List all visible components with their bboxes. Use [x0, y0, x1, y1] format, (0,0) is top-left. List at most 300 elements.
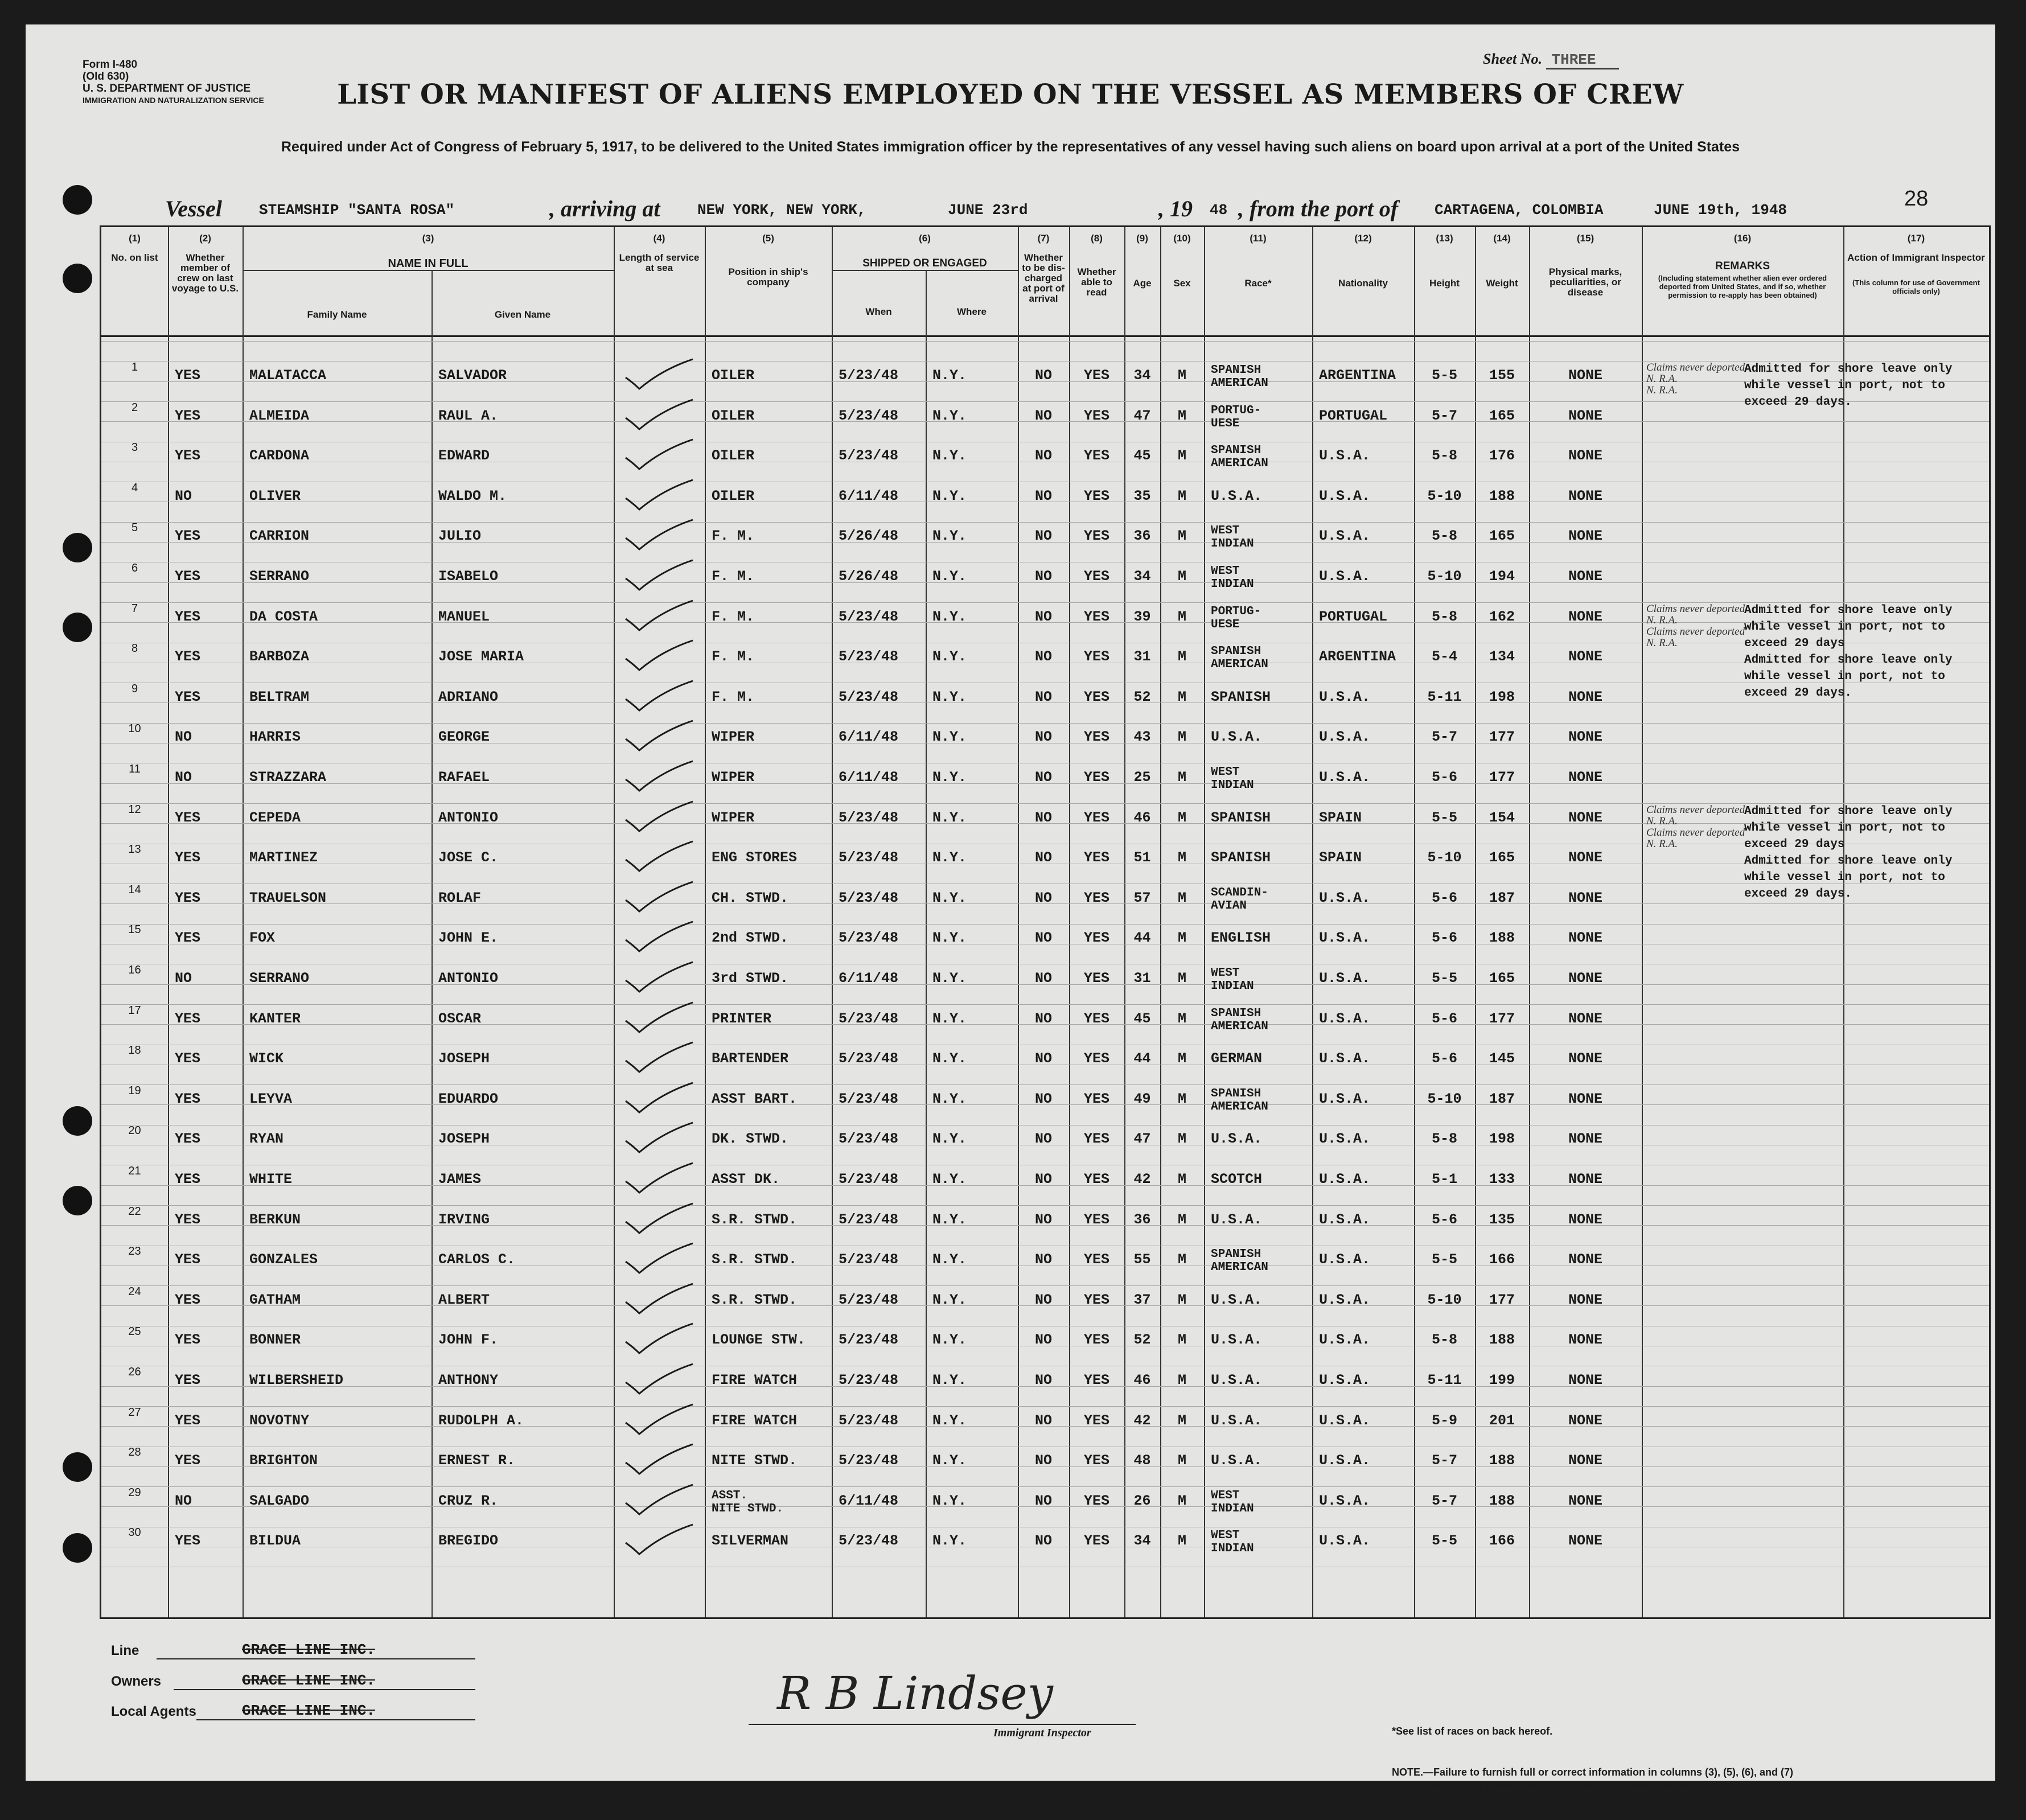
cell-marks: NONE [1568, 970, 1602, 987]
ruling-line [101, 1205, 1989, 1206]
cell-marks: NONE [1568, 809, 1602, 826]
cell-prev: YES [175, 447, 201, 465]
cell-read: YES [1083, 1131, 1109, 1148]
service-checkmark [622, 1242, 696, 1279]
cell-race: PORTUG- UESE [1211, 404, 1261, 430]
cell-nationality: SPAIN [1319, 849, 1362, 866]
service-checkmark [622, 720, 696, 757]
cell-height: 5-11 [1427, 688, 1462, 705]
cell-age: 42 [1133, 1412, 1151, 1429]
cell-prev: NO [175, 769, 192, 786]
column-rule [1312, 227, 1313, 1617]
cell-family: MARTINEZ [249, 849, 318, 866]
cell-sex: M [1177, 407, 1186, 424]
cell-given: EDUARDO [438, 1090, 499, 1107]
owners-label: Owners [111, 1674, 162, 1689]
service-checkmark [622, 800, 696, 837]
cell-read: YES [1083, 447, 1109, 465]
remark-text: Admitted for shore leave only while vessel in port, not to exceed 29 days Admitted for shore leave only while vessel in port, not to exceed 29 days. [1744, 804, 1953, 901]
cell-marks: NONE [1568, 849, 1602, 866]
cell-discharge: NO [1034, 769, 1052, 786]
departure-port: CARTAGENA, COLOMBIA [1435, 202, 1604, 219]
col-position-number: (5) [762, 233, 774, 244]
cell-nationality: ARGENTINA [1319, 367, 1396, 384]
cell-race: SPANISH AMERICAN [1211, 444, 1268, 471]
cell-prev: YES [175, 1291, 201, 1308]
cell-given: JOSEPH [438, 1050, 490, 1067]
cell-family: MALATACCA [249, 367, 327, 384]
cell-given: IRVING [438, 1211, 490, 1228]
cell-read: YES [1083, 930, 1109, 947]
cell-prev: YES [175, 367, 201, 384]
cell-height: 5-7 [1431, 407, 1457, 424]
cell-read: YES [1083, 1412, 1109, 1429]
cell-height: 5-5 [1431, 367, 1457, 384]
cell-prev: NO [175, 729, 192, 746]
vessel-name: STEAMSHIP "SANTA ROSA" [259, 202, 455, 219]
cell-read: YES [1083, 1251, 1109, 1268]
col-nationality-header: Nationality [1338, 278, 1388, 289]
cell-where: N.Y. [932, 1171, 967, 1188]
cell-nationality: U.S.A. [1319, 970, 1371, 987]
cell-prev: NO [175, 970, 192, 987]
col-no-number: (1) [129, 233, 141, 244]
cell-height: 5-5 [1431, 1251, 1457, 1268]
cell-height: 5-7 [1431, 1492, 1457, 1509]
cell-when: 5/23/48 [839, 367, 899, 384]
cell-no: 1 [131, 361, 138, 373]
cell-height: 5-6 [1431, 1010, 1457, 1027]
inspector-signature: R B Lindsey [777, 1667, 1053, 1720]
cell-read: YES [1083, 769, 1109, 786]
cell-no: 14 [128, 883, 141, 896]
cell-race: SPANISH AMERICAN [1211, 1087, 1268, 1114]
col-given-name-header: Given Name [494, 309, 551, 320]
cell-discharge: NO [1034, 367, 1052, 384]
cell-given: ALBERT [438, 1291, 490, 1308]
cell-age: 44 [1133, 930, 1151, 947]
cell-position: 2nd STWD. [712, 930, 789, 947]
cell-race: SPANISH AMERICAN [1211, 1248, 1268, 1275]
cell-race: U.S.A. [1211, 487, 1263, 504]
cell-read: YES [1083, 1171, 1109, 1188]
cell-age: 46 [1133, 1372, 1151, 1388]
cell-discharge: NO [1034, 447, 1052, 465]
line-rule [157, 1658, 475, 1659]
cell-where: N.Y. [932, 1372, 967, 1388]
cell-prev: YES [175, 1412, 201, 1429]
cell-given: JOSEPH [438, 1131, 490, 1148]
cell-discharge: NO [1034, 1131, 1052, 1148]
cell-sex: M [1177, 447, 1186, 465]
cell-given: JOHN F. [438, 1332, 499, 1349]
owners-value: GRACE LINE INC. [242, 1672, 376, 1689]
cell-when: 5/23/48 [839, 1372, 899, 1388]
cell-height: 5-8 [1431, 528, 1457, 545]
cell-nationality: U.S.A. [1319, 1090, 1371, 1107]
cell-where: N.Y. [932, 407, 967, 424]
service-checkmark [622, 1121, 696, 1158]
cell-family: FOX [249, 930, 276, 947]
cell-height: 5-7 [1431, 1452, 1457, 1469]
cell-nationality: U.S.A. [1319, 447, 1371, 465]
cell-given: GEORGE [438, 729, 490, 746]
cell-where: N.Y. [932, 688, 967, 705]
cell-age: 46 [1133, 809, 1151, 826]
remark-handwritten-note: Claims never deported N. R.A. Claims never deported N. R.A. [1646, 803, 1745, 850]
cell-when: 6/11/48 [839, 1492, 899, 1509]
cell-sex: M [1177, 1131, 1186, 1148]
cell-where: N.Y. [932, 769, 967, 786]
cell-position: BARTENDER [712, 1050, 789, 1067]
column-rule [1069, 227, 1070, 1617]
cell-age: 45 [1133, 1010, 1151, 1027]
page-title: LIST OR MANIFEST OF ALIENS EMPLOYED ON THE VESSEL AS MEMBERS OF CREW [337, 79, 1684, 110]
cell-where: N.Y. [932, 1251, 967, 1268]
cell-read: YES [1083, 1492, 1109, 1509]
cell-weight: 133 [1489, 1171, 1515, 1188]
cell-weight: 162 [1489, 608, 1515, 625]
cell-position: S.R. STWD. [712, 1211, 798, 1228]
column-rule [614, 227, 615, 1617]
cell-prev: NO [175, 1492, 192, 1509]
cell-race: WEST INDIAN [1211, 1489, 1254, 1515]
cell-marks: NONE [1568, 1090, 1602, 1107]
cell-nationality: U.S.A. [1319, 930, 1371, 947]
cell-position: F. M. [712, 608, 755, 625]
cell-where: N.Y. [932, 930, 967, 947]
cell-read: YES [1083, 528, 1109, 545]
cell-given: RAFAEL [438, 769, 490, 786]
cell-family: HARRIS [249, 729, 301, 746]
cell-sex: M [1177, 1171, 1186, 1188]
cell-family: ALMEIDA [249, 407, 310, 424]
cell-given: ISABELO [438, 568, 499, 585]
cell-no: 25 [128, 1325, 141, 1338]
cell-height: 5-10 [1427, 849, 1462, 866]
col-read-header: Whether able to read [1077, 266, 1116, 298]
cell-sex: M [1177, 1372, 1186, 1388]
cell-family: GONZALES [249, 1251, 318, 1268]
cell-family: WICK [249, 1050, 284, 1067]
cell-race: GERMAN [1211, 1050, 1263, 1067]
column-rule [705, 227, 706, 1617]
cell-weight: 135 [1489, 1211, 1515, 1228]
remark-handwritten-note: Claims never deported N. R.A. N. R.A. [1646, 361, 1745, 396]
cell-no: 9 [131, 682, 138, 695]
cell-given: ERNEST R. [438, 1452, 516, 1469]
cell-nationality: PORTUGAL [1319, 608, 1388, 625]
cell-age: 34 [1133, 367, 1151, 384]
cell-family: SERRANO [249, 970, 310, 987]
cell-age: 45 [1133, 447, 1151, 465]
cell-nationality: U.S.A. [1319, 568, 1371, 585]
cell-position: FIRE WATCH [712, 1372, 798, 1388]
col-length-service-header: Length of service at sea [619, 252, 700, 273]
cell-marks: NONE [1568, 568, 1602, 585]
punch-hole [63, 1186, 92, 1215]
cell-family: SALGADO [249, 1492, 310, 1509]
cell-position: CH. STWD. [712, 889, 789, 906]
cell-no: 3 [131, 441, 138, 454]
cell-weight: 177 [1489, 729, 1515, 746]
cell-nationality: U.S.A. [1319, 1131, 1371, 1148]
cell-when: 5/23/48 [839, 1291, 899, 1308]
col-action-header: Action of Immigrant Inspector [1847, 252, 1985, 263]
owners-rule [174, 1689, 475, 1690]
cell-given: JULIO [438, 528, 482, 545]
cell-weight: 165 [1489, 407, 1515, 424]
cell-age: 25 [1133, 769, 1151, 786]
col-no-header: No. on list [111, 252, 158, 263]
cell-when: 5/23/48 [839, 648, 899, 665]
manifest-sheet [26, 24, 1995, 1792]
cell-prev: YES [175, 1251, 201, 1268]
cell-marks: NONE [1568, 1010, 1602, 1027]
cell-weight: 198 [1489, 1131, 1515, 1148]
column-rule [832, 227, 833, 1617]
cell-read: YES [1083, 688, 1109, 705]
cell-nationality: U.S.A. [1319, 1492, 1371, 1509]
cell-nationality: U.S.A. [1319, 1010, 1371, 1027]
cell-no: 28 [128, 1446, 141, 1459]
cell-sex: M [1177, 1412, 1186, 1429]
cell-age: 39 [1133, 608, 1151, 625]
cell-prev: YES [175, 1050, 201, 1067]
cell-marks: NONE [1568, 447, 1602, 465]
cell-race: SPANISH [1211, 688, 1271, 705]
service-checkmark [622, 1322, 696, 1359]
cell-weight: 187 [1489, 889, 1515, 906]
cell-given: MANUEL [438, 608, 490, 625]
cell-when: 5/23/48 [839, 1412, 899, 1429]
col-discharge-header: Whether to be dis-charged at port of arrival [1022, 252, 1065, 304]
cell-where: N.Y. [932, 1533, 967, 1550]
punch-hole [63, 613, 92, 642]
cell-marks: NONE [1568, 889, 1602, 906]
cell-sex: M [1177, 1090, 1186, 1107]
cell-discharge: NO [1034, 407, 1052, 424]
cell-no: 8 [131, 642, 138, 655]
cell-sex: M [1177, 1010, 1186, 1027]
cell-given: RAUL A. [438, 407, 499, 424]
cell-prev: YES [175, 688, 201, 705]
cell-where: N.Y. [932, 648, 967, 665]
cell-discharge: NO [1034, 849, 1052, 866]
cell-marks: NONE [1568, 367, 1602, 384]
cell-age: 52 [1133, 1332, 1151, 1349]
column-rule [168, 227, 169, 1617]
cell-race: WEST INDIAN [1211, 766, 1254, 792]
cell-no: 18 [128, 1044, 141, 1057]
ruling-line [101, 1486, 1989, 1487]
cell-age: 36 [1133, 528, 1151, 545]
service-checkmark [622, 1001, 696, 1038]
service-checkmark [622, 1283, 696, 1320]
cell-race: SPANISH AMERICAN [1211, 645, 1268, 672]
sheet-number-value: THREE [1546, 51, 1619, 69]
column-rule [1475, 227, 1476, 1617]
cell-race: U.S.A. [1211, 1291, 1263, 1308]
cell-given: ANTHONY [438, 1372, 499, 1388]
cell-when: 6/11/48 [839, 769, 899, 786]
column-rule [1204, 227, 1205, 1617]
cell-nationality: U.S.A. [1319, 1291, 1371, 1308]
cell-weight: 188 [1489, 930, 1515, 947]
header-divider [101, 335, 1989, 337]
cell-read: YES [1083, 608, 1109, 625]
cell-weight: 166 [1489, 1251, 1515, 1268]
cell-height: 5-5 [1431, 970, 1457, 987]
ruling-line [101, 1084, 1989, 1085]
cell-when: 6/11/48 [839, 487, 899, 504]
cell-nationality: U.S.A. [1319, 688, 1371, 705]
cell-when: 5/23/48 [839, 1010, 899, 1027]
cell-where: N.Y. [932, 1010, 967, 1027]
cell-given: SALVADOR [438, 367, 507, 384]
cell-where: N.Y. [932, 1131, 967, 1148]
cell-position: NITE STWD. [712, 1452, 798, 1469]
ruling-line [101, 1285, 1989, 1286]
column-rule [1529, 227, 1530, 1617]
cell-prev: YES [175, 1211, 201, 1228]
col-height-number: (13) [1436, 233, 1453, 244]
cell-read: YES [1083, 568, 1109, 585]
cell-no: 12 [128, 803, 141, 816]
cell-position: WIPER [712, 809, 755, 826]
col-remarks-sub-header: (Including statement whether alien ever ordered deported from United States, and if so, whether permission to re-apply has been obtained) [1658, 274, 1827, 299]
cell-race: U.S.A. [1211, 1452, 1263, 1469]
ruling-line [101, 1004, 1989, 1005]
cell-weight: 177 [1489, 1291, 1515, 1308]
cell-given: BREGIDO [438, 1533, 499, 1550]
service-checkmark [622, 1202, 696, 1239]
cell-marks: NONE [1568, 487, 1602, 504]
service-checkmark [622, 1403, 696, 1440]
sheet-number: Sheet No. THREE [1483, 51, 1619, 68]
cell-sex: M [1177, 568, 1186, 585]
cell-when: 5/23/48 [839, 1251, 899, 1268]
cell-height: 5-8 [1431, 1332, 1457, 1349]
cell-family: KANTER [249, 1010, 301, 1027]
cell-where: N.Y. [932, 528, 967, 545]
cell-read: YES [1083, 970, 1109, 987]
cell-race: U.S.A. [1211, 1372, 1263, 1388]
cell-no: 23 [128, 1245, 141, 1258]
cell-given: CARLOS C. [438, 1251, 516, 1268]
column-rule [1642, 227, 1643, 1617]
cell-where: N.Y. [932, 809, 967, 826]
cell-read: YES [1083, 1010, 1109, 1027]
service-checkmark [622, 358, 696, 395]
cell-when: 6/11/48 [839, 729, 899, 746]
cell-discharge: NO [1034, 1090, 1052, 1107]
cell-age: 52 [1133, 688, 1151, 705]
cell-height: 5-4 [1431, 648, 1457, 665]
cell-no: 5 [131, 521, 138, 535]
cell-position: OILER [712, 447, 755, 465]
cell-where: N.Y. [932, 1291, 967, 1308]
cell-given: WALDO M. [438, 487, 507, 504]
cell-no: 27 [128, 1406, 141, 1419]
cell-family: OLIVER [249, 487, 301, 504]
cell-sex: M [1177, 608, 1186, 625]
cell-height: 5-9 [1431, 1412, 1457, 1429]
service-checkmark [622, 479, 696, 516]
col-sex-header: Sex [1173, 278, 1191, 289]
cell-race: SPANISH [1211, 849, 1271, 866]
agents-value: GRACE LINE INC. [242, 1702, 376, 1719]
cell-height: 5-6 [1431, 889, 1457, 906]
ruling-line [101, 522, 1989, 523]
cell-position: ASST BART. [712, 1090, 798, 1107]
cell-no: 26 [128, 1366, 141, 1378]
cell-marks: NONE [1568, 729, 1602, 746]
cell-position: LOUNGE STW. [712, 1332, 806, 1349]
service-checkmark [622, 398, 696, 436]
col-family-name-header: Family Name [307, 309, 367, 320]
cell-discharge: NO [1034, 528, 1052, 545]
cell-read: YES [1083, 648, 1109, 665]
cell-marks: NONE [1568, 528, 1602, 545]
cell-race: SCOTCH [1211, 1171, 1263, 1188]
cell-sex: M [1177, 1291, 1186, 1308]
cell-position: OILER [712, 407, 755, 424]
col-nationality-number: (12) [1354, 233, 1372, 244]
service-checkmark [622, 840, 696, 877]
ruling-line [101, 723, 1989, 724]
col-length-service-number: (4) [653, 233, 665, 244]
cell-nationality: U.S.A. [1319, 1452, 1371, 1469]
cell-read: YES [1083, 367, 1109, 384]
cell-prev: YES [175, 648, 201, 665]
cell-position: F. M. [712, 528, 755, 545]
cell-race: WEST INDIAN [1211, 565, 1254, 591]
cell-marks: NONE [1568, 1372, 1602, 1388]
punch-hole [63, 1533, 92, 1563]
cell-discharge: NO [1034, 487, 1052, 504]
cell-family: WILBERSHEID [249, 1372, 344, 1388]
cell-family: WHITE [249, 1171, 293, 1188]
service-checkmark [622, 519, 696, 556]
cell-no: 15 [128, 923, 141, 936]
service-checkmark [622, 1162, 696, 1199]
cell-read: YES [1083, 407, 1109, 424]
vessel-label: Vessel [165, 196, 222, 221]
departure-date: JUNE 19th, 1948 [1654, 202, 1787, 219]
cell-nationality: PORTUGAL [1319, 407, 1388, 424]
cell-discharge: NO [1034, 1492, 1052, 1509]
cell-discharge: NO [1034, 568, 1052, 585]
cell-family: BILDUA [249, 1533, 301, 1550]
cell-prev: YES [175, 1010, 201, 1027]
cell-height: 5-6 [1431, 769, 1457, 786]
col-sex-number: (10) [1173, 233, 1191, 244]
cell-race: SCANDIN- AVIAN [1211, 886, 1268, 913]
cell-read: YES [1083, 889, 1109, 906]
cell-race: SPANISH [1211, 809, 1271, 826]
cell-discharge: NO [1034, 809, 1052, 826]
cell-position: F. M. [712, 568, 755, 585]
cell-no: 10 [128, 722, 141, 736]
cell-nationality: U.S.A. [1319, 1412, 1371, 1429]
punch-hole [63, 533, 92, 562]
cell-nationality: U.S.A. [1319, 1533, 1371, 1550]
cell-position: PRINTER [712, 1010, 772, 1027]
cell-weight: 155 [1489, 367, 1515, 384]
cell-sex: M [1177, 648, 1186, 665]
cell-weight: 188 [1489, 1492, 1515, 1509]
